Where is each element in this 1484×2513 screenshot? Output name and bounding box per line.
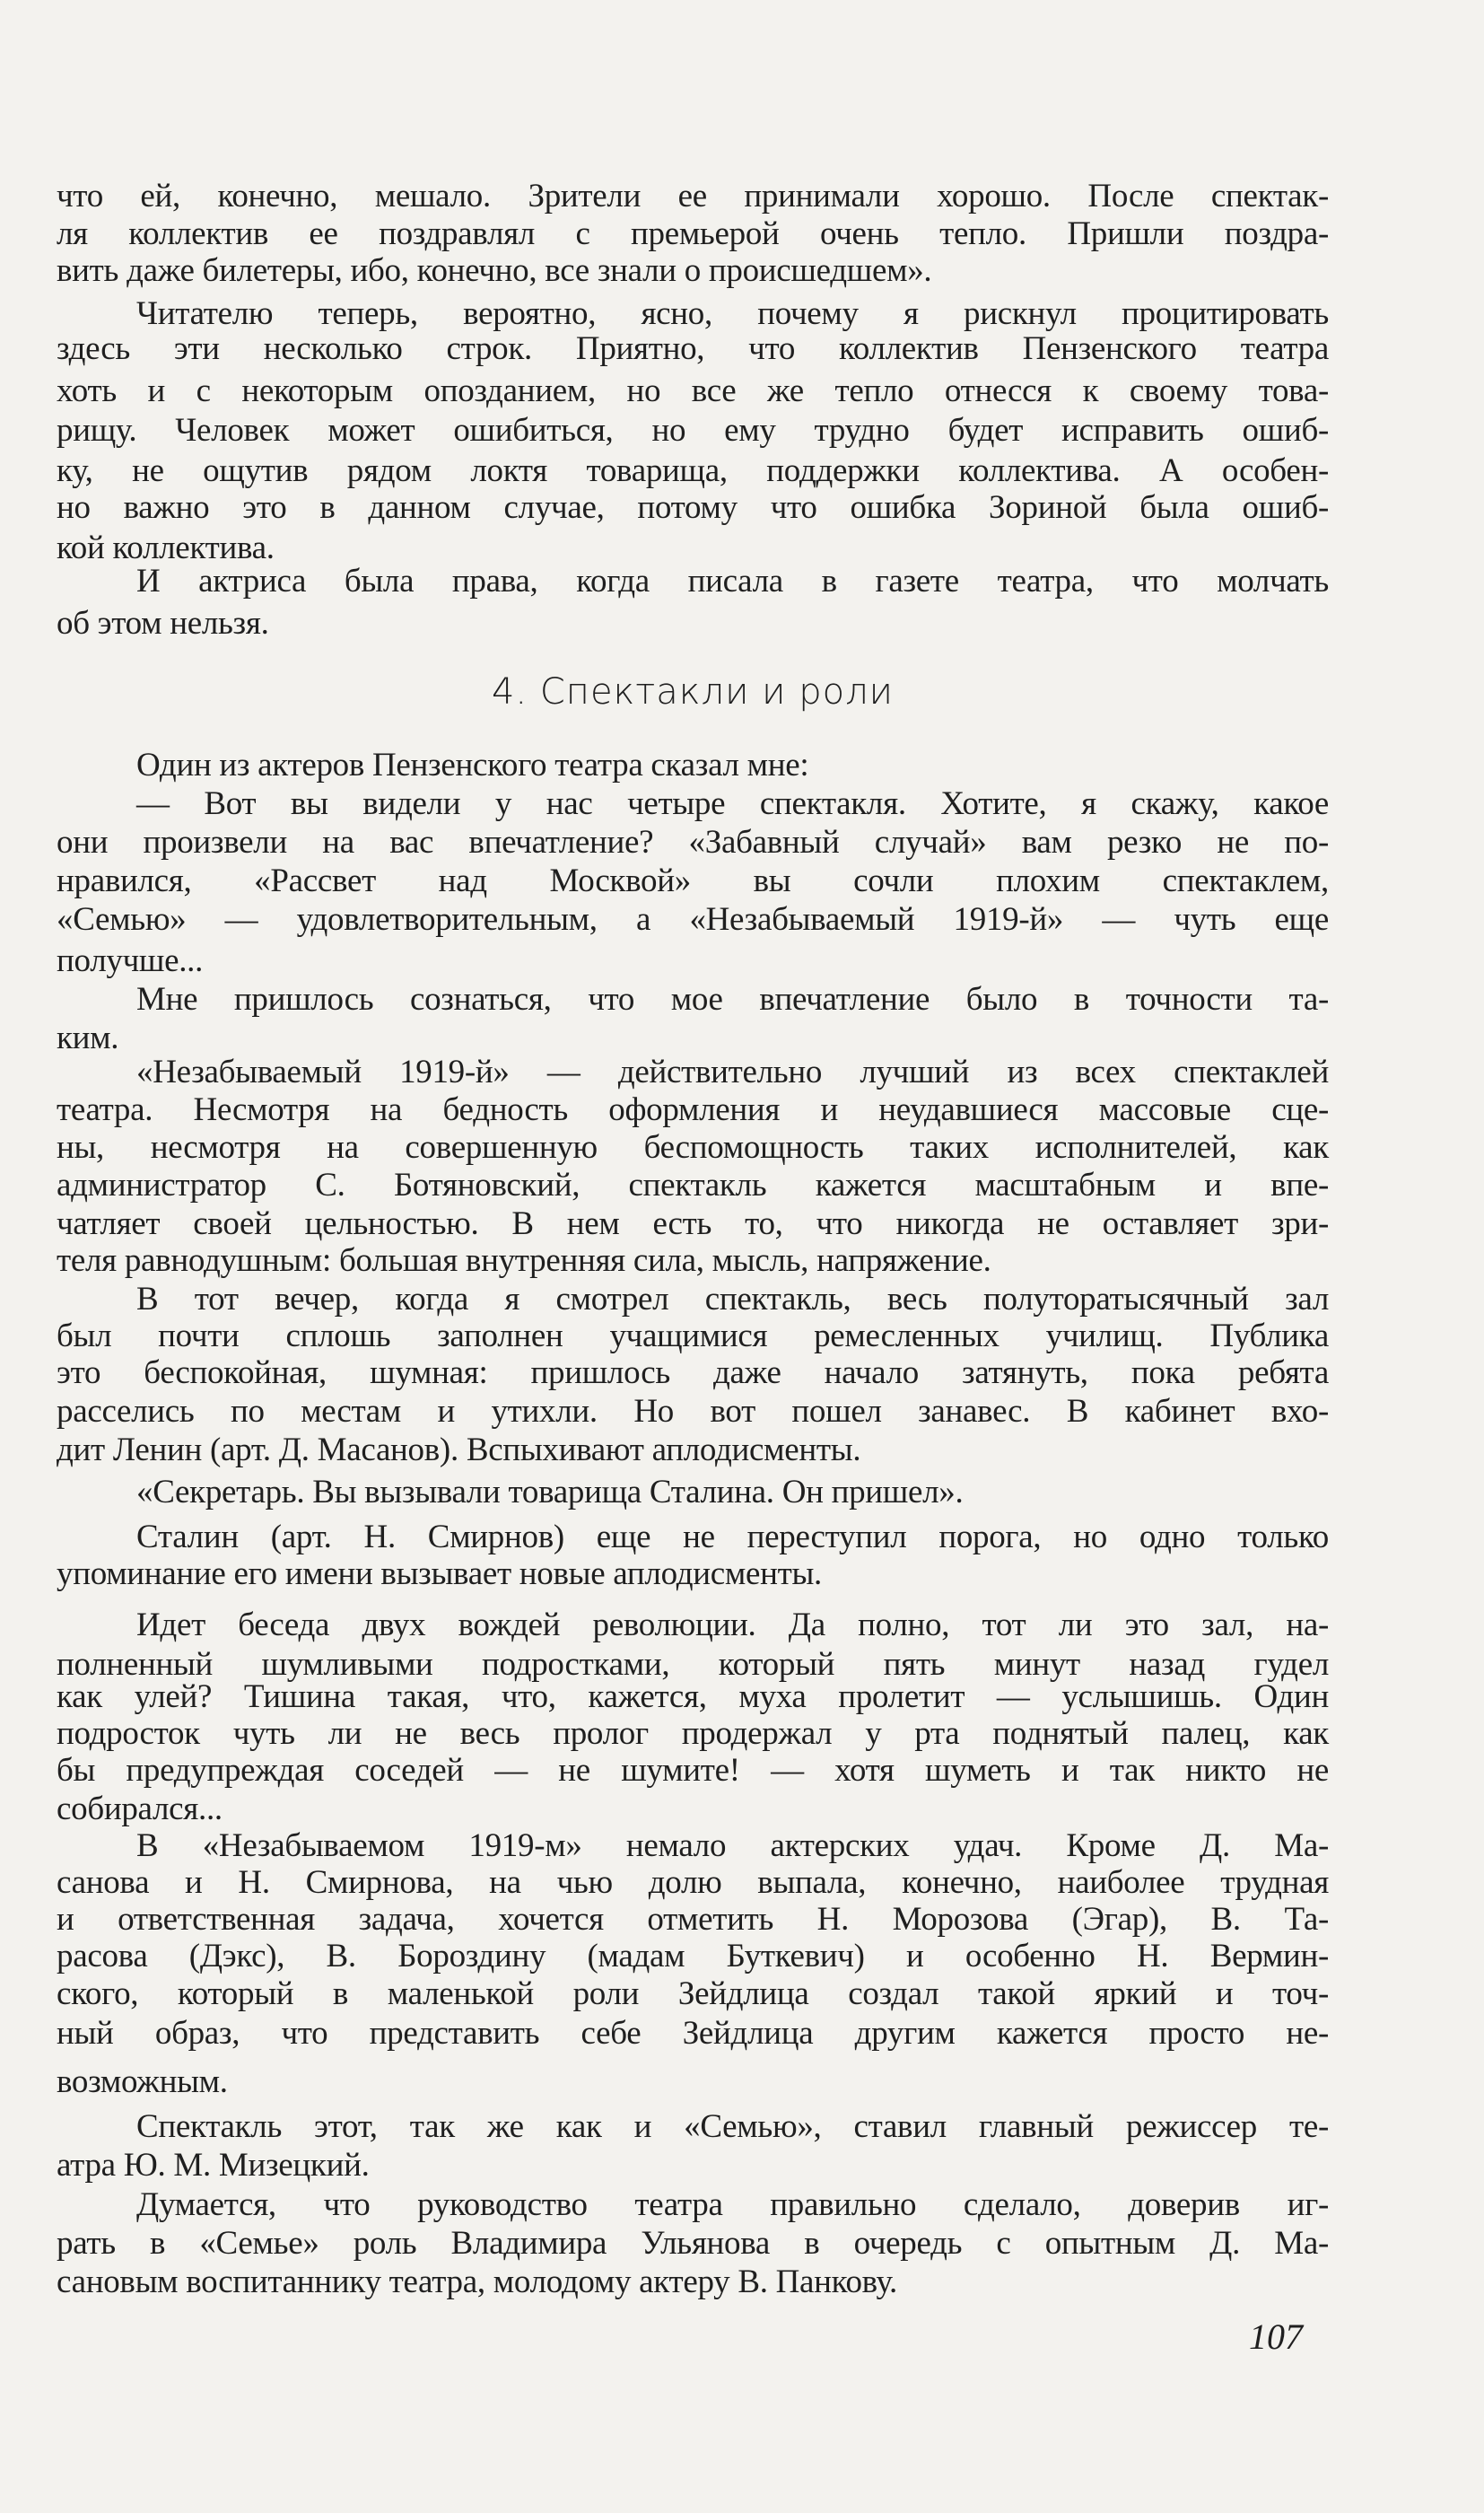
text-line: ким.: [57, 1020, 119, 1057]
text-line: кой коллектива.: [57, 529, 275, 566]
text-line: ны, несмотря на совершенную беспомощность таких исполнителей, как: [57, 1128, 1329, 1166]
text-line: что ей, конечно, мешало. Зрители ее принимали хорошо. После спектак-: [57, 178, 1329, 215]
text-line: Думается, что руководство театра правильно сделало, доверив иг-: [136, 2186, 1329, 2224]
text-line: Идет беседа двух вождей революции. Да полно, тот ли это зал, на-: [136, 1606, 1329, 1643]
text-line: Читателю теперь, вероятно, ясно, почему я рискнул процитировать: [136, 294, 1329, 332]
text-line: сановым воспитаннику театра, молодому актеру В. Панкову.: [57, 2263, 897, 2301]
text-line: — Вот вы видели у нас четыре спектакля. Хотите, я скажу, какое: [136, 785, 1329, 823]
text-line: полненный шумливыми подростками, который пять минут назад гудел: [57, 1646, 1329, 1684]
text-line: но важно это в данном случае, потому что ошибка Зориной была ошиб-: [57, 488, 1329, 526]
text-line: нравился, «Рассвет над Москвой» вы сочли плохим спектаклем,: [57, 862, 1329, 900]
text-line: это беспокойная, шумная: пришлось даже начало затянуть, пока ребята: [57, 1354, 1329, 1392]
text-line: В тот вечер, когда я смотрел спектакль, весь полуторатысячный зал: [136, 1281, 1329, 1318]
text-line: упоминание его имени вызывает новые аплодисменты.: [57, 1554, 822, 1592]
text-line: теля равнодушным: большая внутренняя сила, мысль, напряжение.: [57, 1242, 991, 1280]
text-line: атра Ю. М. Мизецкий.: [57, 2146, 370, 2184]
text-line: чатляет своей цельностью. В нем есть то, что никогда не оставляет зри-: [57, 1205, 1329, 1243]
text-line: театра. Несмотря на бедность оформления и неудавшиеся массовые сце-: [57, 1091, 1329, 1129]
text-line: был почти сплошь заполнен учащимися ремесленных училищ. Публика: [57, 1318, 1329, 1355]
text-line: ля коллектив ее поздравлял с премьерой очень тепло. Пришли поздра-: [57, 215, 1329, 252]
text-line: ского, который в маленькой роли Зейдлица создал такой яркий и точ-: [57, 1974, 1329, 2012]
text-line: Сталин (арт. Н. Смирнов) еще не переступил порога, но одно только: [136, 1518, 1329, 1555]
text-line: «Незабываемый 1919-й» — действительно лучший из всех спектаклей: [136, 1053, 1329, 1090]
text-line: они произвели на вас впечатление? «Забавный случай» вам резко не по-: [57, 824, 1329, 862]
text-line: расселись по местам и утихли. Но вот пошел занавес. В кабинет вхо-: [57, 1393, 1329, 1431]
text-line: И актриса была права, когда писала в газете театра, что молчать: [136, 563, 1329, 600]
text-line: Мне пришлось сознаться, что мое впечатление было в точности та-: [136, 981, 1329, 1019]
text-line: и ответственная задача, хочется отметить Н. Морозова (Эгар), В. Та-: [57, 1901, 1329, 1939]
text-line: рать в «Семье» роль Владимира Ульянова в очередь с опытным Д. Ма-: [57, 2225, 1329, 2263]
text-line: возможным.: [57, 2062, 228, 2100]
text-line: Один из актеров Пензенского театра сказал мне:: [136, 747, 809, 784]
text-line: бы предупреждая соседей — не шумите! — хотя шуметь и так никто не: [57, 1752, 1329, 1790]
text-line: «Семью» — удовлетворительным, а «Незабываемый 1919-й» — чуть еще: [57, 900, 1329, 938]
text-line: собирался...: [57, 1791, 223, 1828]
text-line: ный образ, что представить себе Зейдлица другим кажется просто не-: [57, 2015, 1329, 2053]
text-line: дит Ленин (арт. Д. Масанов). Вспыхивают аплодисменты.: [57, 1432, 861, 1469]
text-line: подросток чуть ли не весь пролог продержал у рта поднятый палец, как: [57, 1715, 1329, 1753]
text-line: ку, не ощутив рядом локтя товарища, поддержки коллектива. А особен-: [57, 451, 1329, 489]
text-line: «Секретарь. Вы вызывали товарища Сталина. Он пришел».: [136, 1473, 964, 1510]
text-line: Спектакль этот, так же как и «Семью», ставил главный режиссер те-: [136, 2107, 1329, 2145]
text-line: рищу. Человек может ошибиться, но ему трудно будет исправить ошиб-: [57, 412, 1329, 450]
text-line: хоть и с некоторым опозданием, но все же тепло отнесся к своему това-: [57, 372, 1329, 409]
page-number: 107: [1249, 2316, 1303, 2357]
text-line: как улей? Тишина такая, что, кажется, муха пролетит — услышишь. Один: [57, 1678, 1329, 1716]
text-line: администратор С. Ботяновский, спектакль кажется масштабным и впе-: [57, 1167, 1329, 1204]
text-line: получше...: [57, 942, 204, 980]
text-line: расова (Дэкс), В. Бороздину (мадам Буткевич) и особенно Н. Вермин-: [57, 1938, 1329, 1975]
text-line: вить даже билетеры, ибо, конечно, все знали о происшедшем».: [57, 251, 932, 289]
text-line: здесь эти несколько строк. Приятно, что коллектив Пензенского театра: [57, 330, 1329, 368]
section-heading: 4. Спектакли и роли: [491, 671, 894, 713]
text-line: В «Незабываемом 1919-м» немало актерских удач. Кроме Д. Ма-: [136, 1827, 1329, 1865]
text-line: об этом нельзя.: [57, 604, 269, 642]
text-line: санова и Н. Смирнова, на чью долю выпала, конечно, наиболее трудная: [57, 1864, 1329, 1902]
